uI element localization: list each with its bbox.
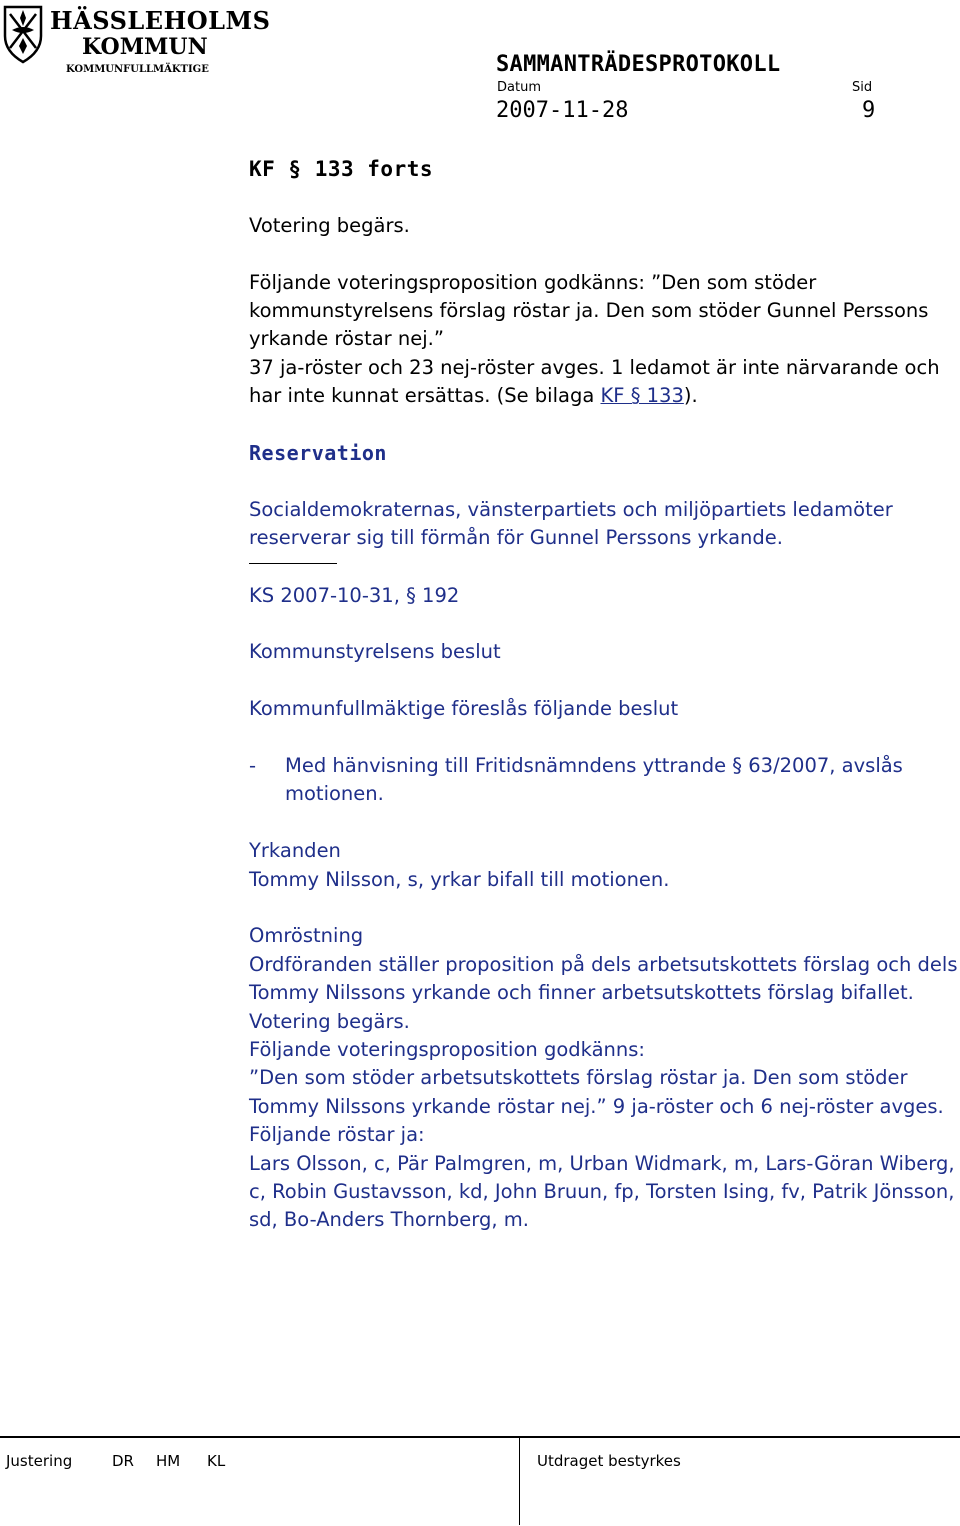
proposition-intro-2: Följande voteringsproposition godkänns: — [249, 1038, 645, 1062]
yrkanden-heading: Yrkanden — [249, 839, 341, 863]
page-number: 9 — [862, 98, 876, 123]
yrkanden-text: Tommy Nilsson, s, yrkar bifall till motionen. — [249, 867, 670, 891]
proposition-text-2: ”Den som stöder arbetsutskottets förslag röstar ja. Den som stöder Tommy Nilssons yrkande röstar nej.” 9 ja-röster och 6 nej-röster avges. — [249, 1066, 944, 1118]
footer-rule — [0, 1436, 960, 1438]
footer-justering: Justering — [6, 1452, 73, 1470]
footer-initial-1: DR — [112, 1452, 134, 1470]
document-body — [249, 155, 959, 1235]
vote-result — [249, 354, 959, 411]
reservation-text: Socialdemokraternas, vänsterpartiets och miljöpartiets ledamöter reserverar sig till förmån för Gunnel Perssons yrkande. — [249, 497, 893, 550]
footer-utdrag: Utdraget bestyrkes — [537, 1452, 681, 1470]
footer-initial-2: HM — [156, 1452, 181, 1470]
logo-name-line2: KOMMUN — [82, 34, 208, 60]
omrostning-heading: Omröstning — [249, 924, 364, 948]
logo-name-line1: HÄSSLEHOLMS — [50, 6, 271, 35]
ks-beslut-heading: Kommunstyrelsens beslut — [249, 640, 501, 664]
ja-heading: Följande röstar ja: — [249, 1123, 425, 1147]
municipality-logo — [0, 0, 271, 80]
omrostning-text: Ordföranden ställer proposition på dels arbetsutskottets förslag och dels Tommy Nilssons yrkande och finner arbetsutskottets förslag bifallet. — [249, 952, 958, 1005]
footer-initial-3: KL — [207, 1452, 226, 1470]
ks-reference: KS 2007-10-31, § 192 — [249, 583, 460, 607]
vote-result-text: 37 ja-röster och 23 nej-röster avges. 1 ledamot är inte närvarande och har inte kunnat ersättas. (Se bilaga — [249, 355, 940, 408]
section-heading: KF § 133 forts — [249, 157, 434, 181]
meeting-date: 2007-11-28 — [496, 98, 629, 123]
separator-line — [249, 553, 337, 564]
votering-text: Votering begärs. — [249, 213, 410, 237]
document-title: SAMMANTRÄDESPROTOKOLL — [496, 52, 781, 77]
date-label: Datum — [497, 80, 541, 95]
decision-text: Med hänvisning till Fritidsnämndens yttrande § 63/2007, avslås motionen. — [285, 754, 903, 806]
coat-of-arms-icon — [2, 4, 44, 64]
bilaga-link[interactable]: KF § 133 — [600, 384, 684, 408]
vote-result-end: ). — [683, 384, 698, 408]
reservation-heading: Reservation — [249, 441, 387, 466]
logo-subtitle: KOMMUNFULLMÄKTIGE — [66, 64, 209, 75]
footer-divider — [519, 1437, 520, 1525]
decision-list-item — [249, 752, 959, 809]
ja-list: Lars Olsson, c, Pär Palmgren, m, Urban Widmark, m, Lars-Göran Wiberg, c, Robin Gustavsson, kd, John Bruun, fp, Torsten Ising, fv, Patrik Jönsson, sd, Bo-Anders Thornberg, m. — [249, 1151, 955, 1232]
kf-foreslas-heading: Kommunfullmäktige föreslås följande beslut — [249, 697, 679, 721]
proposition-text: Följande voteringsproposition godkänns: ”Den som stöder kommunstyrelsens förslag röstar ja. Den som stöder Gunnel Perssons yrkande röstar nej.” — [249, 270, 929, 351]
votering-text-2: Votering begärs. — [249, 1009, 410, 1033]
list-dash: - — [249, 754, 257, 778]
page-label: Sid — [852, 80, 873, 95]
